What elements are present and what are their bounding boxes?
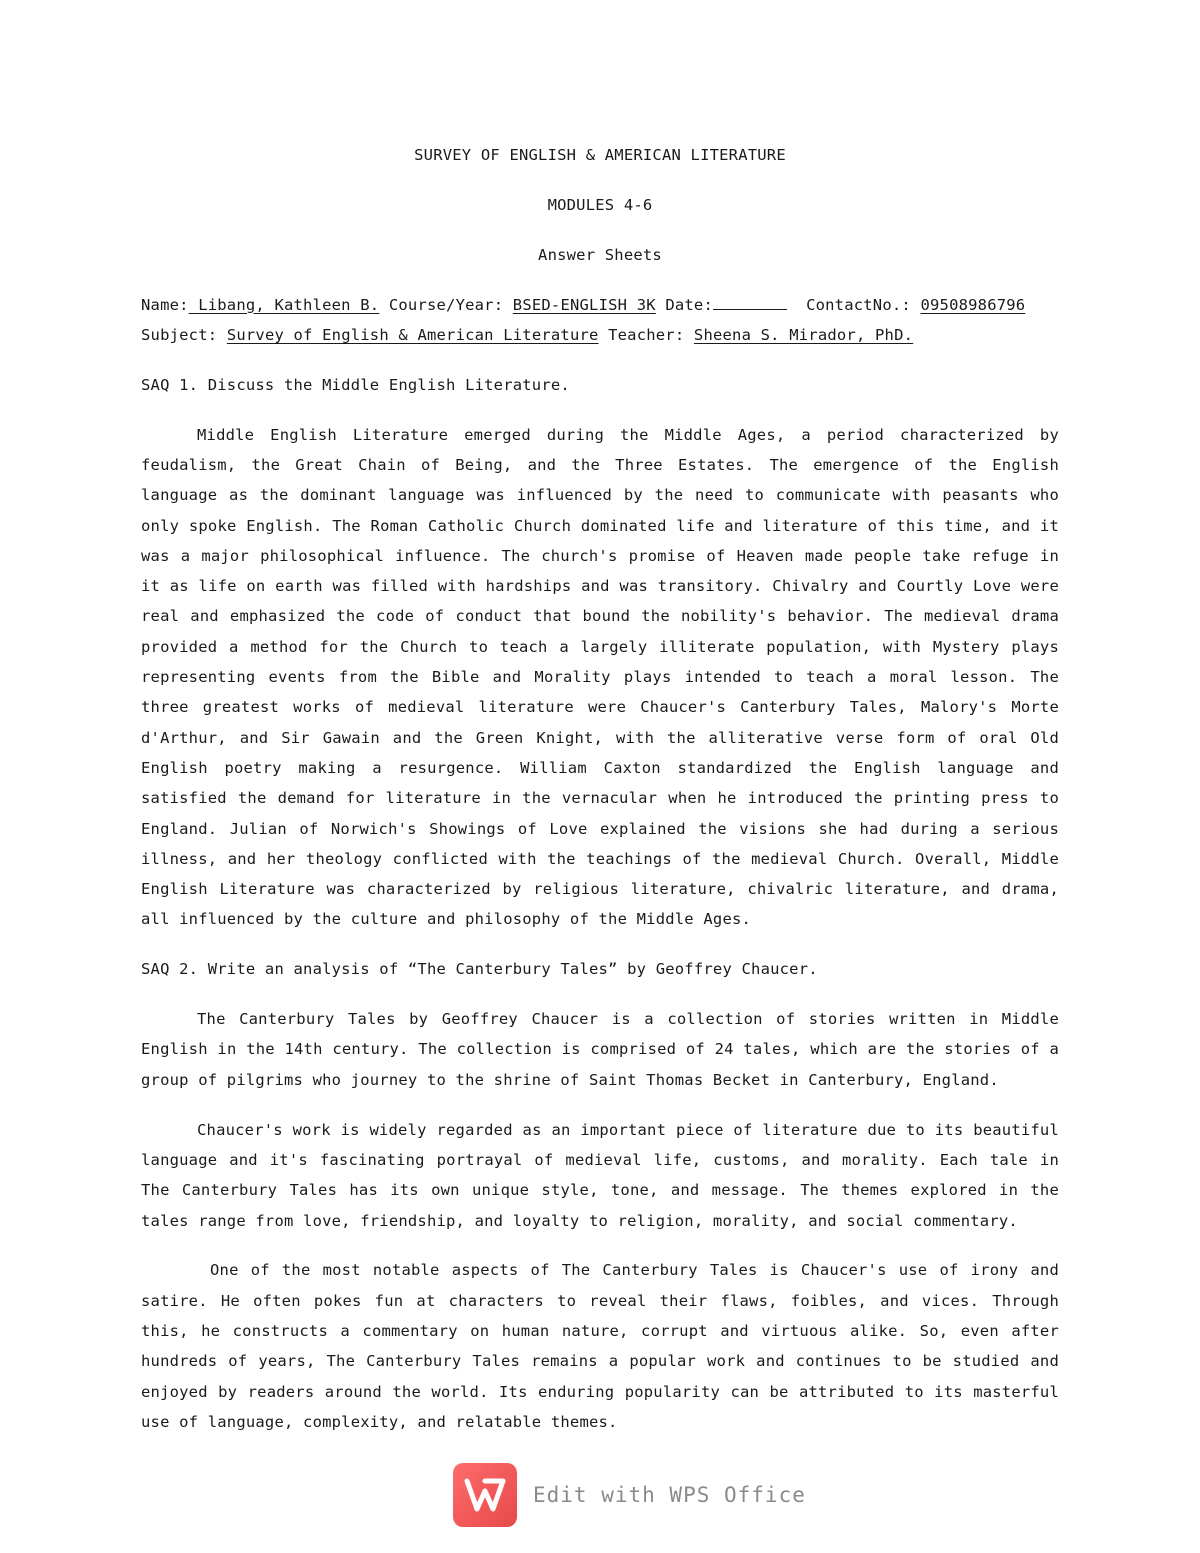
modules-label: MODULES 4-6 — [547, 195, 653, 214]
saq1-answer: Middle English Literature emerged during the Middle Ages, a period characterized by feudalism, the Great Chain of Being, and the Three Estates. The emergence of the English language as the dominant language was influenced by the need to communicate with peasants who only spoke English. The Roman Catholic Church dominated life and literature of this time, and it was a major philosophical influence. The church's promise of Heaven made people take refuge in it as life on earth was filled with hardships and was transitory. Chivalry and Courtly Love were real and emphasized the code of conduct that bound the nobility's behavior. The medieval drama provided a method for the Church to teach a largely illiterate population, with Mystery plays representing events from the Bible and Morality plays intended to teach a moral lesson. The three greatest works of medieval literature were Chaucer's Canterbury Tales, Malory's Morte d'Arthur, and Sir Gawain and the Green Knight, with the alliterative verse form of oral Old English poetry making a resurgence. William Caxton standardized the English language and satisfied the demand for literature in the vernacular when he introduced the printing press to England. Julian of Norwich's Showings of Love explained the visions she had during a serious illness, and her theology conflicted with the teachings of the medieval Church. Overall, Middle English Literature was characterized by religious literature, chivalric literature, and drama, all influenced by the culture and philosophy of the Middle Ages. — [141, 425, 1059, 929]
wps-watermark[interactable] — [453, 1463, 806, 1527]
subject-info-line — [141, 320, 1059, 350]
course-value: BSED-ENGLISH 3K — [512, 295, 656, 314]
wps-watermark-text: Edit with WPS Office — [533, 1483, 806, 1507]
subject-value: Survey of English & American Literature — [226, 325, 599, 344]
wps-logo-icon — [453, 1463, 517, 1527]
spacer — [141, 350, 1059, 370]
document-title: SURVEY OF ENGLISH & AMERICAN LITERATURE — [414, 146, 786, 164]
name-value: Libang, Kathleen B. — [188, 295, 380, 314]
name-label: Name: — [141, 295, 189, 314]
document-subtitle: Answer Sheets — [538, 245, 662, 264]
teacher-value: Sheena S. Mirador, PhD. — [693, 325, 914, 344]
saq2-paragraph-2: Chaucer's work is widely regarded as an important piece of literature due to its beautiful language and it's fascinating portrayal of medieval life, customs, and morality. Each tale in The Canterbury Tales has its own unique style, tone, and message. The themes explored in the tales range from love, friendship, and loyalty to religion, morality, and social commentary. — [141, 1120, 1059, 1230]
course-label: Course/Year: — [388, 295, 504, 314]
contact-value: 09508986796 — [920, 295, 1026, 314]
date-blank — [713, 293, 787, 310]
saq2-question: SAQ 2. Write an analysis of “The Canterbury Tales” by Geoffrey Chaucer. — [141, 960, 818, 979]
teacher-label: Teacher: — [608, 325, 685, 344]
contact-label: ContactNo.: — [806, 295, 911, 314]
saq2-paragraph-1: The Canterbury Tales by Geoffrey Chaucer is a collection of stories written in Middle English in the 14th century. The collection is comprised of 24 tales, which are the stories of a group of pilgrims who journey to the shrine of Saint Thomas Becket in Canterbury, England. — [141, 1010, 1059, 1089]
date-label: Date: — [665, 295, 713, 314]
subject-label: Subject: — [141, 325, 218, 344]
saq2-paragraph-3: One of the most notable aspects of The Canterbury Tales is Chaucer's use of irony and satire. He often pokes fun at characters to reveal their flaws, foibles, and vices. Through this, he constructs a commentary on human nature, corrupt and virtuous alike. So, even after hundreds of years, The Canterbury Tales remains a popular work and continues to be studied and enjoyed by readers around the world. Its enduring popularity can be attributed to its masterful use of language, complexity, and relatable themes. — [141, 1261, 1059, 1431]
student-info-line — [141, 290, 1059, 320]
saq1-question: SAQ 1. Discuss the Middle English Literature. — [141, 375, 570, 394]
document-body — [141, 140, 1059, 1457]
